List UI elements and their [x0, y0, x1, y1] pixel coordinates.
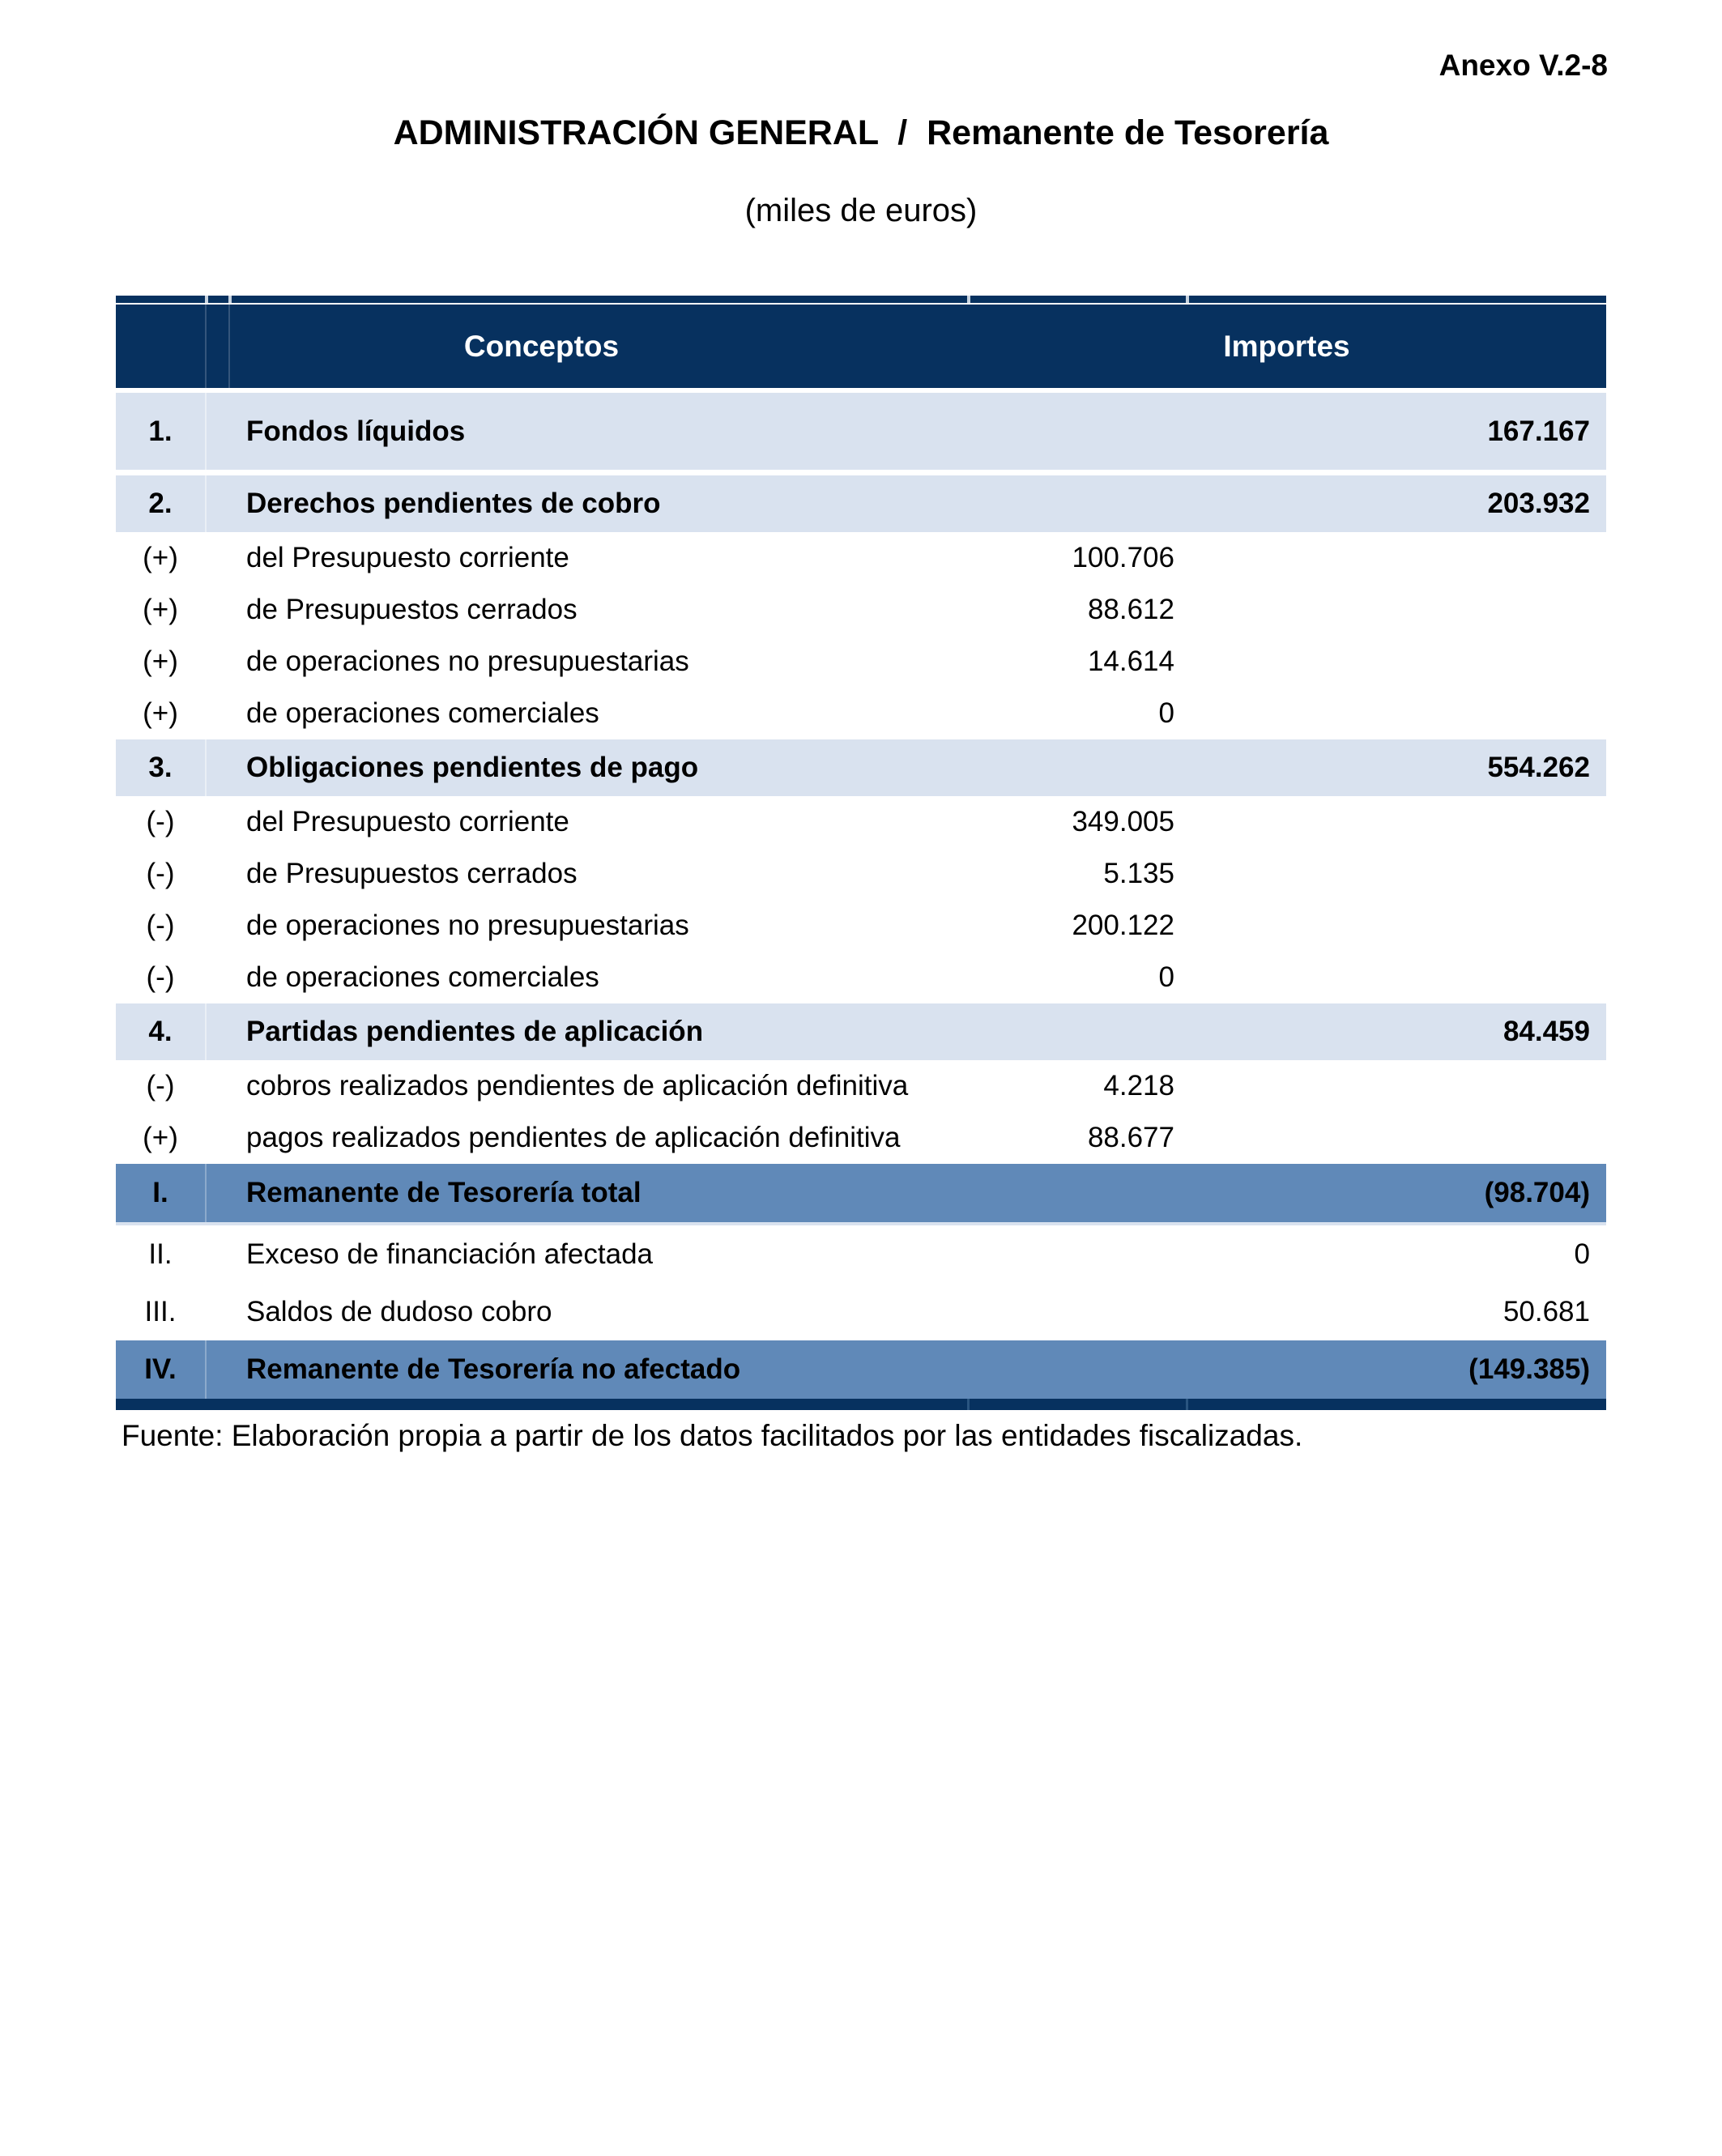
- concept-cell: Exceso de financiación afectada: [246, 1238, 653, 1270]
- partial-amount-cell: 0: [1158, 697, 1174, 729]
- partial-amount-cell: 88.677: [1087, 1122, 1174, 1153]
- source-note: Fuente: Elaboración propia a partir de los datos facilitados por las entidades fiscalizadas.: [121, 1419, 1303, 1452]
- page-subtitle: (miles de euros): [744, 193, 978, 228]
- row-number-cell: (-): [146, 910, 175, 941]
- concept-cell: cobros realizados pendientes de aplicación definitiva: [246, 1070, 909, 1101]
- concept-cell: del Presupuesto corriente: [246, 806, 569, 837]
- partial-amount-cell: 5.135: [1103, 858, 1174, 889]
- total-amount-cell: (149.385): [1468, 1353, 1590, 1385]
- row-number-cell: (+): [143, 646, 178, 677]
- bottom-border-segment: [1188, 1399, 1606, 1410]
- total-amount-cell: 84.459: [1502, 1016, 1590, 1047]
- table-row: [116, 1164, 1606, 1225]
- header-importes: Importes: [1223, 329, 1350, 363]
- row-number-cell: (+): [143, 542, 178, 573]
- table-row: [116, 584, 1606, 636]
- total-amount-cell: 50.681: [1502, 1295, 1590, 1327]
- bottom-border-segment: [116, 1399, 967, 1410]
- row-number-cell: 1.: [148, 415, 173, 447]
- concept-cell: de Presupuestos cerrados: [246, 858, 578, 889]
- table-row: [116, 796, 1606, 848]
- row-number-cell: (-): [146, 806, 175, 837]
- concept-cell: Obligaciones pendientes de pago: [246, 752, 699, 783]
- top-border-segment: [1189, 296, 1606, 303]
- table-row: [116, 848, 1606, 900]
- table-row: [116, 739, 1606, 796]
- table-bottom-border: [116, 1399, 1606, 1410]
- concept-cell: Remanente de Tesorería no afectado: [246, 1353, 741, 1385]
- concept-cell: de Presupuestos cerrados: [246, 594, 578, 625]
- table-row: [116, 900, 1606, 952]
- concept-cell: de operaciones comerciales: [246, 961, 599, 993]
- row-number-cell: (+): [143, 594, 178, 625]
- table-row: [116, 393, 1606, 470]
- partial-amount-cell: 14.614: [1087, 646, 1174, 677]
- row-number-cell: 2.: [148, 488, 173, 519]
- table-row: [116, 1112, 1606, 1164]
- row-number-cell: III.: [144, 1295, 177, 1327]
- table-row: [116, 475, 1606, 532]
- concept-cell: de operaciones no presupuestarias: [246, 646, 689, 677]
- top-border-segment: [970, 296, 1186, 303]
- row-number-cell: IV.: [144, 1353, 177, 1385]
- table-row: [116, 636, 1606, 688]
- partial-amount-cell: 4.218: [1103, 1070, 1174, 1101]
- table-row: [116, 1283, 1606, 1340]
- table-rows: [116, 393, 1606, 1399]
- concept-cell: de operaciones no presupuestarias: [246, 910, 689, 941]
- row-number-cell: (+): [143, 697, 178, 729]
- total-amount-cell: (98.704): [1484, 1177, 1590, 1208]
- concept-cell: pagos realizados pendientes de aplicación definitiva: [246, 1122, 901, 1153]
- partial-amount-cell: 200.122: [1072, 910, 1174, 941]
- table-row: [116, 532, 1606, 584]
- concept-cell: Derechos pendientes de cobro: [246, 488, 661, 519]
- partial-amount-cell: 88.612: [1087, 594, 1174, 625]
- total-amount-cell: 554.262: [1487, 752, 1590, 783]
- total-amount-cell: 0: [1574, 1238, 1590, 1270]
- row-number-cell: 4.: [148, 1016, 173, 1047]
- row-number-cell: (+): [143, 1122, 178, 1153]
- table-row: [116, 1225, 1606, 1283]
- table-row: [116, 952, 1606, 1003]
- row-number-cell: II.: [148, 1238, 173, 1270]
- table-row: [116, 1340, 1606, 1399]
- partial-amount-cell: 349.005: [1072, 806, 1174, 837]
- top-border-segment: [232, 296, 967, 303]
- table-row: [116, 1003, 1606, 1060]
- table-row: [116, 1060, 1606, 1112]
- row-number-cell: (-): [146, 858, 175, 889]
- row-number-cell: 3.: [148, 752, 173, 783]
- concept-cell: Remanente de Tesorería total: [246, 1177, 641, 1208]
- total-amount-cell: 203.932: [1487, 488, 1590, 519]
- top-border-segment: [208, 296, 228, 303]
- top-border-segment: [116, 296, 205, 303]
- bottom-border-segment: [970, 1399, 1186, 1410]
- concept-cell: de operaciones comerciales: [246, 697, 599, 729]
- row-number-cell: (-): [146, 1070, 175, 1101]
- annex-label: Anexo V.2-8: [1439, 49, 1608, 82]
- table-header-row: [116, 305, 1606, 388]
- table-top-border: [116, 296, 1606, 303]
- row-number-cell: I.: [152, 1177, 168, 1208]
- table-row: [116, 688, 1606, 739]
- partial-amount-cell: 0: [1158, 961, 1174, 993]
- concept-cell: Fondos líquidos: [246, 415, 466, 447]
- partial-amount-cell: 100.706: [1072, 542, 1174, 573]
- row-number-cell: (-): [146, 961, 175, 993]
- total-amount-cell: 167.167: [1487, 415, 1590, 447]
- remanente-tesoreria-table: [116, 296, 1606, 1410]
- concept-cell: Saldos de dudoso cobro: [246, 1295, 552, 1327]
- header-conceptos: Conceptos: [463, 329, 620, 363]
- page-title: ADMINISTRACIÓN GENERAL / Remanente de Tesorería: [393, 113, 1329, 152]
- concept-cell: Partidas pendientes de aplicación: [246, 1016, 704, 1047]
- concept-cell: del Presupuesto corriente: [246, 542, 569, 573]
